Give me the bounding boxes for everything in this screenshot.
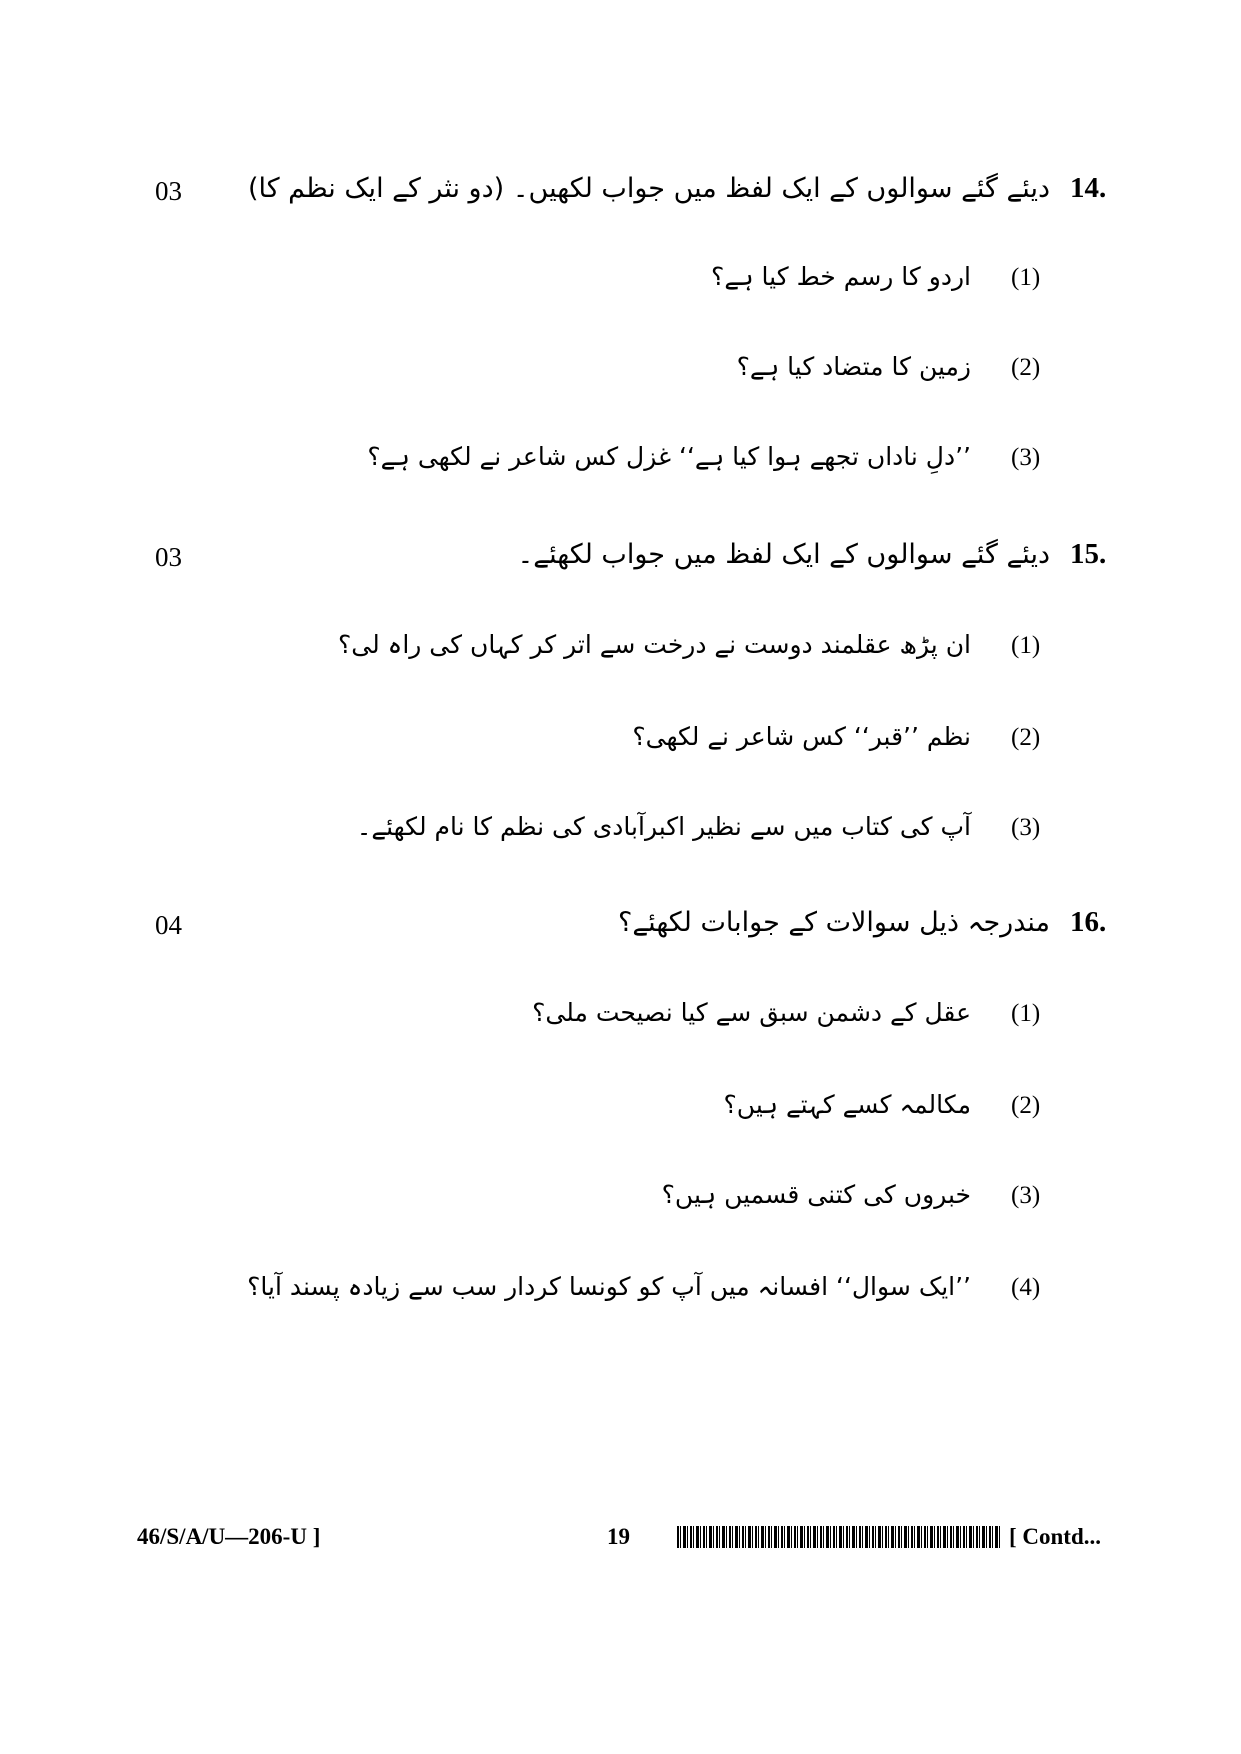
subquestion-number: (1) — [1011, 264, 1041, 291]
subquestion — [260, 262, 1051, 292]
question-text: دیئے گئے سوالوں کے ایک لفظ میں جواب لکھئے۔ — [517, 539, 1050, 570]
subquestion — [260, 352, 1051, 382]
marks-q14: 03 — [155, 176, 182, 206]
subquestion-text: عقل کے دشمن سبق سے کیا نصیحت ملی؟ — [532, 998, 971, 1027]
question-number: 15. — [1070, 538, 1107, 570]
marks-q16: 04 — [155, 910, 182, 940]
question-number: 14. — [1070, 172, 1107, 204]
subquestion-number: (2) — [1011, 1092, 1041, 1119]
barcode-icon — [677, 1526, 1002, 1548]
subquestion-number: (4) — [1011, 1274, 1041, 1301]
subquestion-text: زمین کا متضاد کیا ہے؟ — [736, 352, 971, 381]
page-number: 19 — [607, 1524, 630, 1549]
subquestion-text: اردو کا رسم خط کیا ہے؟ — [711, 262, 971, 291]
subquestion — [260, 998, 1051, 1028]
continued-label: [ Contd... — [1009, 1524, 1102, 1549]
subquestion-number: (1) — [1011, 632, 1041, 659]
subquestion — [247, 1272, 1051, 1302]
subquestion-number: (3) — [1011, 444, 1041, 471]
subquestion-text: ان پڑھ عقلمند دوست نے درخت سے اتر کر کہاں کی راہ لی؟ — [338, 630, 971, 659]
subquestion-text: ’’ایک سوال‘‘ افسانہ میں آپ کو کونسا کردار سب سے زیادہ پسند آیا؟ — [247, 1272, 971, 1301]
subquestion-number: (2) — [1011, 724, 1041, 751]
subquestion — [260, 812, 1051, 842]
page-footer — [137, 1524, 1121, 1564]
subquestion-text: آپ کی کتاب میں سے نظیر اکبرآبادی کی نظم کا نام لکھئے۔ — [356, 812, 971, 841]
subquestion — [260, 722, 1051, 752]
subquestion-text: نظم ’’قبر‘‘ کس شاعر نے لکھی؟ — [632, 722, 971, 751]
subquestion-text: مکالمہ کسے کہتے ہیں؟ — [723, 1090, 971, 1119]
subquestion-number: (1) — [1011, 1000, 1041, 1027]
question-text: دیئے گئے سوالوں کے ایک لفظ میں جواب لکھیں۔ (دو نثر کے ایک نظم کا) — [247, 173, 1050, 204]
subquestion — [260, 442, 1051, 472]
subquestion-text: ’’دلِ ناداں تجھے ہوا کیا ہے‘‘ غزل کس شاعر نے لکھی ہے؟ — [367, 442, 971, 471]
subquestion — [260, 630, 1051, 660]
subquestion — [260, 1180, 1051, 1210]
marks-q15: 03 — [155, 542, 182, 572]
subquestion-text: خبروں کی کتنی قسمیں ہیں؟ — [661, 1180, 971, 1209]
subquestion-number: (3) — [1011, 1182, 1041, 1209]
question-16 — [260, 906, 1116, 939]
paper-code: 46/S/A/U—206-U ] — [137, 1524, 321, 1549]
question-number: 16. — [1070, 906, 1107, 938]
subquestion-number: (3) — [1011, 814, 1041, 841]
subquestion-number: (2) — [1011, 354, 1041, 381]
subquestion — [260, 1090, 1051, 1120]
question-text: مندرجہ ذیل سوالات کے جوابات لکھئے؟ — [618, 907, 1050, 938]
question-15 — [260, 538, 1116, 571]
question-14 — [247, 172, 1116, 205]
